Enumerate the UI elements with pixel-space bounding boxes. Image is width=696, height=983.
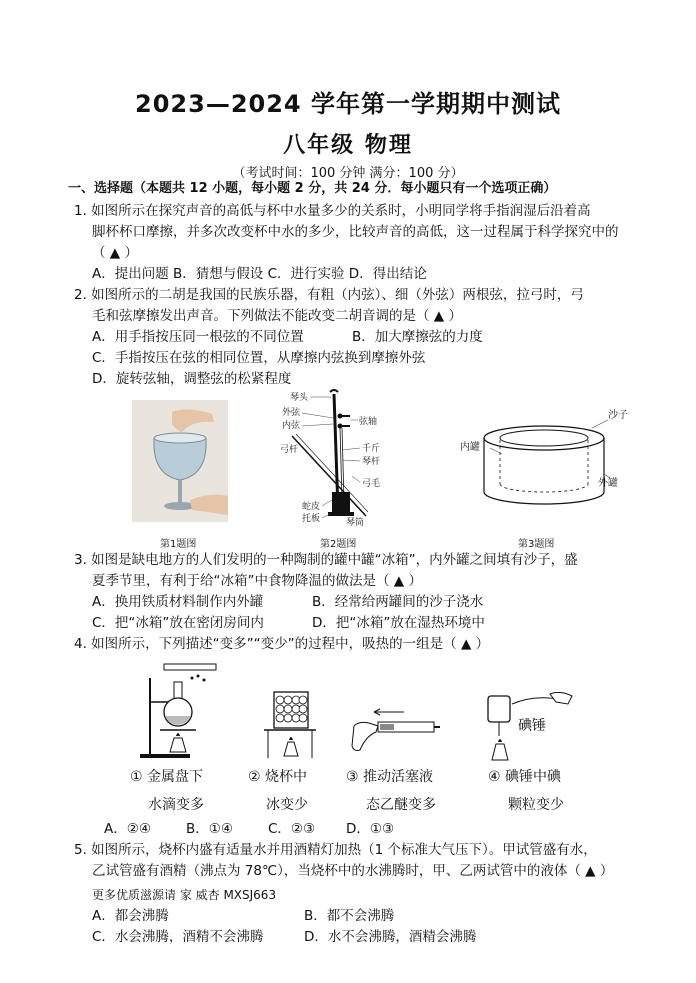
q1-options: A．提出问题 B．猜想与假设 C．进行实验 D．得出结论 [92,266,427,282]
q2-option-b: B．加大摩擦弦的力度 [352,329,483,345]
can-label-inner: 内罐 [460,442,480,453]
can-label-sand: 沙子 [608,410,628,421]
q4-option-c: C．②③ [268,821,316,837]
q5-option-a: A．都会沸腾 [92,908,169,924]
q5-line1: 5. 如图所示，烧杯内盛有适量水并用酒精灯加热（1 个标准大气压下）。甲试管盛有水， [74,842,597,858]
q4-caption-3b: 态乙醚变多 [366,797,436,813]
q5-line2: 乙试管盛有酒精（沸点为 78℃），当烧杯中的水沸腾时，甲、乙两试管中的液体（ ▲ ） [92,863,614,879]
erhu-label-neck: 琴杆 [362,457,381,467]
iodine-hammer-label: 碘锤 [518,718,546,734]
q3-line2: 夏季节里，有利于给“冰箱”中食物降温的做法是（ ▲ ） [92,573,422,589]
q3-line1: 3. 如图是缺电地方的人们发明的一种陶制的罐中罐“冰箱”，内外罐之间填有沙子，盛 [74,552,578,568]
q4-figure-3 [350,706,442,762]
figure-1-goblet [132,400,228,522]
q5-watermark: 更多优质滋源请 家 威杏 MXSJ663 [92,888,277,902]
q3-option-d: D．把“冰箱”放在湿热环境中 [312,615,485,631]
q4-caption-2a: ② 烧杯中 [248,769,308,785]
q2-line1: 2. 如图所示的二胡是我国的民族乐器，有粗（内弦）、细（外弦）两根弦，拉弓时，弓 [74,287,584,303]
q4-caption-2b: 冰变少 [266,797,308,813]
figure-1-caption: 第1题图 [160,539,197,550]
q4-caption-1a: ① 金属盘下 [130,769,204,785]
q4-option-a: A．②④ [104,821,151,837]
erhu-label-bow-hair: 弓毛 [362,479,381,489]
exam-info: （考试时间：100 分钟 满分：100 分） [232,166,464,181]
q5-option-d: D．水不会沸腾，酒精会沸腾 [304,929,477,945]
q4-caption-1b: 水滴变多 [148,797,204,813]
erhu-label-peg: 弦轴 [359,417,378,427]
q5-option-c: C．水会沸腾，酒精不会沸腾 [92,929,264,945]
erhu-label-resonator: 琴筒 [346,518,365,528]
q4-caption-4b: 颗粒变少 [508,797,564,813]
q4-figure-1 [138,660,222,760]
q3-option-a: A．换用铁质材料制作内外罐 [92,594,264,610]
q3-option-b: B．经常给两罐间的沙子浇水 [312,594,484,610]
q1-line2: 脚杯杯口摩擦，并多次改变杯中水的多少，比较声音的高低，这一过程属于科学探究中的 [92,224,619,240]
erhu-label-snakeskin: 蛇皮 [302,502,321,512]
erhu-label-bow-stick: 弓杆 [280,445,299,455]
q2-option-a: A．用手指按压同一根弦的不同位置 [92,329,304,345]
q4-figure-2 [258,688,322,762]
q2-option-c: C．手指按压在弦的相同位置，从摩擦内弦换到摩擦外弦 [92,350,426,366]
q4-option-b: B．①④ [186,821,233,837]
q3-option-c: C．把“冰箱”放在密闭房间内 [92,615,264,631]
q4-figure-4 [476,690,596,764]
section-heading: 一、选择题（本题共 12 小题，每小题 2 分，共 24 分．每小题只有一个选项正确） [68,181,557,196]
erhu-label-head: 琴头 [290,393,309,403]
q4-caption-4a: ④ 碘锤中碘 [488,769,562,785]
q1-line1: 1. 如图所示在探究声音的高低与杯中水量多少的关系时，小明同学将手指润湿后沿着高 [74,203,591,219]
figure-3-pot-in-pot [458,404,628,516]
q1-line3: （ ▲ ） [92,245,138,261]
q4-caption-3a: ③ 推动活塞液 [346,769,434,785]
exam-subtitle: 八年级 物理 [283,133,413,158]
erhu-label-inner-string: 内弦 [282,421,301,431]
erhu-label-outer-string: 外弦 [282,408,301,418]
exam-title: 2023—2024 学年第一学期期中测试 [135,90,561,118]
erhu-label-base: 托板 [302,514,321,524]
q4-line1: 4. 如图所示，下列描述“变多”“变少”的过程中，吸热的一组是（ ▲ ） [74,636,490,652]
figure-2-erhu [276,388,388,530]
q2-line2: 毛和弦摩擦发出声音。下列做法不能改变二胡音调的是（ ▲ ） [92,308,462,324]
figure-3-caption: 第3题图 [518,539,555,550]
q5-option-b: B．都不会沸腾 [304,908,395,924]
q4-option-d: D．①③ [346,821,395,837]
can-label-outer: 外罐 [598,478,618,489]
figure-2-caption: 第2题图 [320,539,357,550]
erhu-label-qianjin: 千斤 [362,444,381,454]
q2-option-d: D．旋转弦轴，调整弦的松紧程度 [92,371,292,387]
